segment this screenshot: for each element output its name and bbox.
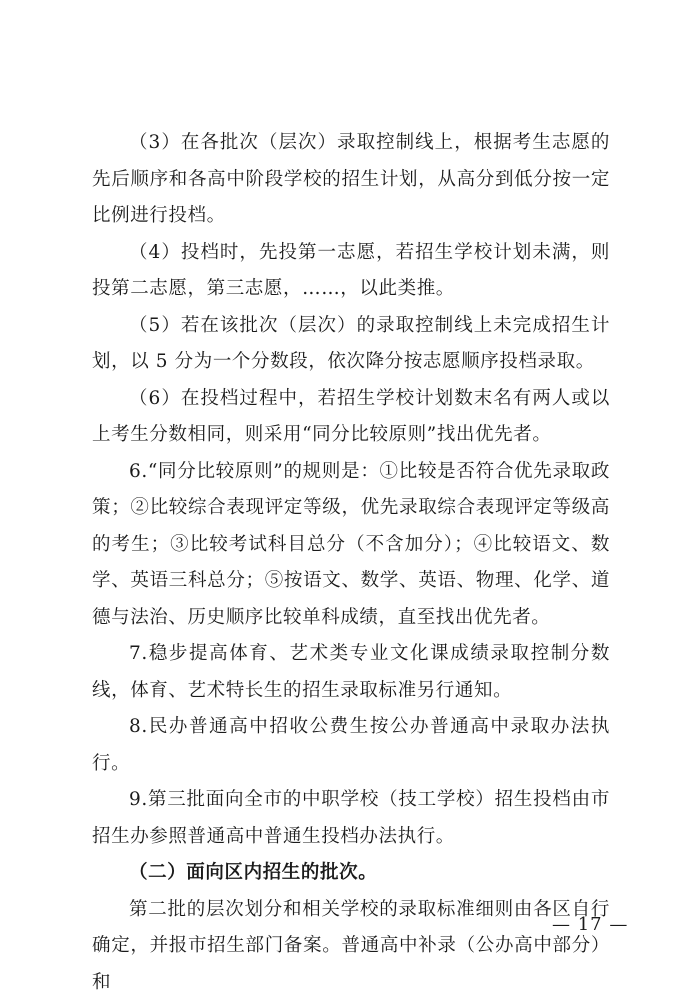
paragraph-item-6: （6）在投档过程中，若招生学校计划数末名有两人或以上考生分数相同，则采用“同分比较原则”找出优先者。 [92, 381, 610, 454]
paragraph-item-4: （4）投档时，先投第一志愿，若招生学校计划未满，则投第二志愿，第三志愿，……，以此类推。 [92, 235, 610, 308]
paragraph-item-3: （3）在各批次（层次）录取控制线上，根据考生志愿的先后顺序和各高中阶段学校的招生计划，从高分到低分按一定比例进行投档。 [92, 125, 610, 235]
page-number: — 17 — [552, 914, 628, 935]
paragraph-rule-8: 8.民办普通高中招收公费生按公办普通高中录取办法执行。 [92, 709, 610, 782]
paragraph-rule-6: 6.“同分比较原则”的规则是：①比较是否符合优先录取政策；②比较综合表现评定等级，优先录取综合表现评定等级高的考生；③比较考试科目总分（不含加分）；④比较语文、数学、英语三科总分；⑤按语文、数学、英语、物理、化学、道德与法治、历史顺序比较单科成绩，直至找出优先者。 [92, 454, 610, 637]
document-body [92, 125, 610, 1001]
section-heading: （二）面向区内招生的批次。 [92, 855, 610, 892]
paragraph-batch-two: 第二批的层次划分和相关学校的录取标准细则由各区自行确定，并报市招生部门备案。普通高中补录（公办高中部分）和 [92, 892, 610, 1001]
paragraph-rule-9: 9.第三批面向全市的中职学校（技工学校）招生投档由市招生办参照普通高中普通生投档办法执行。 [92, 782, 610, 855]
paragraph-rule-7: 7.稳步提高体育、艺术类专业文化课成绩录取控制分数线，体育、艺术特长生的招生录取标准另行通知。 [92, 636, 610, 709]
paragraph-item-5: （5）若在该批次（层次）的录取控制线上未完成招生计划，以 5 分为一个分数段，依次降分按志愿顺序投档录取。 [92, 308, 610, 381]
